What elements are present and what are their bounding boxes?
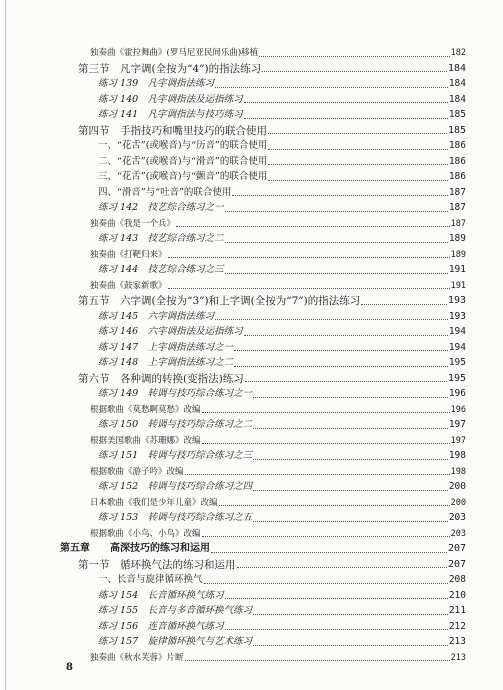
toc-entry-ex — [98, 418, 466, 432]
toc-entry-note — [90, 217, 466, 231]
toc-entry-title: 根据歌曲《游子吟》改编 — [90, 466, 184, 477]
toc-entry-title: 独奏曲《打靶归来》 — [90, 249, 167, 260]
dot-leader — [268, 180, 447, 181]
dot-leader — [244, 102, 448, 103]
dot-leader — [361, 304, 447, 305]
dot-leader — [215, 319, 448, 320]
dot-leader — [253, 490, 448, 491]
toc-entry-title: 练习 149 转调与技巧综合练习之一 — [98, 388, 253, 399]
toc-entry-title: 练习 157 旋律循环换气与艺术练习 — [98, 636, 253, 647]
toc-entry-title: 练习 144 技艺综合练习之三 — [98, 264, 224, 275]
toc-entry-page: 198 — [450, 466, 466, 477]
toc-entry-title: 练习 150 转调与技巧综合练习之二 — [98, 419, 253, 430]
page-number: 8 — [66, 662, 73, 673]
toc-entry-title: 练习 154 长音循环换气练习 — [98, 589, 224, 601]
toc-entry-title: 第四节 手指技巧和嘴里技巧的联合使用 — [78, 124, 267, 137]
dot-leader — [225, 598, 448, 599]
toc-entry-ex — [98, 387, 466, 401]
dot-leader — [232, 195, 447, 196]
toc-entry-page: 191 — [450, 280, 466, 291]
dot-leader — [268, 164, 447, 165]
toc-entry-ex — [98, 356, 466, 370]
toc-entry-ex — [98, 620, 466, 634]
toc-entry-title: 一、“花舌”(或喉音)与“历音”的联合使用 — [98, 140, 268, 151]
toc-entry-page: 203 — [448, 512, 466, 523]
toc-entry-sub — [98, 170, 466, 184]
toc-entry-page: 211 — [448, 605, 466, 616]
toc-entry-ex — [98, 108, 466, 122]
toc-entry-ex — [98, 341, 466, 355]
dot-leader — [225, 211, 448, 212]
dot-leader — [262, 71, 447, 72]
dot-leader — [253, 614, 448, 615]
dot-leader — [185, 474, 450, 475]
toc-entry-page: 197 — [450, 435, 466, 446]
toc-entry-title: 独奏曲《鼓家新歌》 — [90, 280, 167, 291]
toc-entry-page: 189 — [450, 249, 466, 260]
toc-entry-page: 207 — [447, 543, 466, 554]
toc-entry-page: 213 — [450, 652, 466, 663]
toc-entry-title: 练习 151 转调与技巧综合练习之三 — [98, 450, 253, 461]
dot-leader — [225, 242, 448, 243]
dot-leader — [168, 257, 450, 258]
toc-entry-page: 189 — [448, 233, 466, 244]
toc-entry-title: 练习 147 上字调指法练习之一 — [98, 341, 234, 353]
toc-entry-title: 练习 155 长音与多音循环换气练习 — [98, 605, 253, 616]
toc-entry-ex — [98, 511, 466, 525]
toc-entry-title: 练习 142 技艺综合练习之一 — [98, 202, 224, 213]
toc-entry-title: 练习 153 转调与技巧综合练习之五 — [98, 512, 253, 523]
toc-entry-page: 210 — [448, 589, 466, 601]
toc-entry-note — [90, 527, 466, 541]
toc-entry-ex — [98, 77, 466, 91]
toc-entry-sub — [98, 573, 466, 587]
toc-entry-page: 191 — [448, 264, 466, 275]
dot-leader — [219, 505, 450, 506]
dot-leader — [225, 629, 448, 630]
toc-entry-section — [78, 124, 466, 138]
toc-entry-ex — [98, 589, 466, 603]
toc-entry-title: 练习 141 凡字调指法与技巧练习 — [98, 109, 243, 120]
dot-leader — [202, 443, 450, 444]
dot-leader — [268, 133, 447, 134]
toc-entry-title: 练习 139 凡字调指法练习 — [98, 78, 215, 89]
toc-entry-title: 四、“滑音”与“吐音”的联合使用 — [98, 186, 232, 198]
toc-entry-title: 第一节 循环换气法的练习和运用 — [78, 558, 236, 571]
toc-entry-note — [90, 434, 466, 448]
toc-entry-page: 200 — [448, 481, 466, 492]
toc-entry-title: 独奏曲《秋水芙蓉》片断 — [90, 652, 184, 663]
toc-entry-page: 198 — [448, 450, 466, 461]
toc-entry-title: 独奏曲《霍拉舞曲》(罗马尼亚民间乐曲)移植 — [90, 48, 259, 58]
dot-leader — [244, 335, 448, 336]
toc-entry-title: 练习 156 连音循环换气练习 — [98, 620, 224, 632]
dot-leader — [202, 536, 450, 537]
toc-entry-ex — [98, 93, 466, 107]
toc-entry-ex — [98, 310, 466, 324]
toc-entry-title: 第五章 高深技巧的练习和运用 — [60, 543, 210, 554]
toc-entry-page: 193 — [447, 295, 466, 306]
toc-entry-page: 184 — [447, 62, 466, 74]
dot-leader — [244, 118, 448, 119]
toc-entry-page: 194 — [448, 326, 466, 337]
toc-entry-ex — [98, 232, 466, 246]
toc-entry-title: 日本歌曲《我们是少年儿童》改编 — [90, 497, 218, 508]
toc-entry-page: 200 — [450, 497, 466, 508]
toc-entry-note — [90, 651, 466, 665]
toc-entry-page: 212 — [448, 620, 466, 632]
toc-entry-page: 182 — [450, 48, 466, 58]
dot-leader — [237, 567, 447, 568]
toc-entry-page: 213 — [448, 636, 466, 647]
toc-entry-title: 独奏曲《我是一个兵》 — [90, 218, 176, 229]
toc-entry-note — [90, 403, 466, 417]
toc-entry-sub — [98, 139, 466, 153]
page-edge-line — [5, 0, 6, 690]
toc-entry-title: 一、长音与旋律循环换气 — [98, 574, 203, 585]
dot-leader — [215, 87, 448, 88]
toc-entry-section — [78, 558, 466, 572]
toc-entry-page: 195 — [448, 357, 466, 368]
toc-entry-page: 185 — [447, 124, 466, 136]
toc-entry-page: 187 — [448, 186, 466, 198]
toc-entry-page: 184 — [448, 78, 466, 89]
toc-entry-note — [90, 496, 466, 510]
toc-entry-title: 第六节 各种调的转换(变指法)练习 — [78, 372, 244, 385]
dot-leader — [253, 397, 448, 398]
toc-entry-note — [90, 279, 466, 293]
toc-entry-page: 196 — [448, 388, 466, 399]
toc-entry-ex — [98, 263, 466, 277]
dot-leader — [234, 366, 448, 367]
dot-leader — [259, 56, 450, 57]
toc-entry-title: 练习 143 技艺综合练习之二 — [98, 233, 224, 244]
toc-entry-ex — [98, 635, 466, 649]
toc-entry-page: 203 — [450, 528, 466, 539]
toc-entry-page: 187 — [450, 218, 466, 229]
toc-entry-title: 根据美国歌曲《苏珊娜》改编 — [90, 435, 201, 446]
toc-entry-page: 195 — [447, 372, 466, 384]
toc-entry-ex — [98, 325, 466, 339]
toc-entry-note — [90, 465, 466, 479]
toc-entry-title: 练习 146 六字调指法及运指练习 — [98, 326, 243, 337]
dot-leader — [245, 381, 447, 382]
dot-leader — [253, 521, 448, 522]
dot-leader — [253, 459, 448, 460]
toc-entry-title: 根据歌曲《小鸟、小鸟》改编 — [90, 528, 201, 539]
toc-entry-title: 二、“花舌”(或喉音)与“滑音”的联合使用 — [98, 155, 268, 167]
toc-entry-page: 187 — [448, 202, 466, 213]
toc-entry-ex — [98, 480, 466, 494]
toc-entry-page: 186 — [448, 140, 466, 151]
dot-leader — [168, 288, 450, 289]
dot-leader — [253, 428, 448, 429]
toc-entry-title: 练习 145 六字调指法练习 — [98, 310, 215, 322]
toc-entry-title: 三、“花舌”(或喉音)与“颤音”的联合使用 — [98, 171, 268, 182]
toc-entry-title: 练习 140 凡字调指法及运指练习 — [98, 93, 243, 105]
dot-leader — [268, 149, 447, 150]
toc-entry-ex — [98, 201, 466, 215]
toc-entry-sub — [98, 155, 466, 169]
toc-entry-title: 根据歌曲《莫愁啊莫愁》改编 — [90, 404, 201, 415]
toc-entry-note — [90, 248, 466, 262]
toc-entry-page: 208 — [448, 574, 466, 585]
toc-entry-page: 194 — [448, 341, 466, 353]
toc-entry-ex — [98, 604, 466, 618]
dot-leader — [185, 660, 450, 661]
toc-entry-title: 练习 152 转调与技巧综合练习之四 — [98, 481, 253, 492]
dot-leader — [204, 583, 448, 584]
toc-entry-sub — [98, 186, 466, 200]
toc-entry-title: 练习 148 上字调指法练习之二 — [98, 357, 234, 368]
toc-entry-page: 184 — [448, 93, 466, 105]
toc-entry-page: 193 — [448, 310, 466, 322]
toc-entry-title: 第三节 凡字调(全按为“4”)的指法练习 — [78, 62, 262, 75]
toc-entry-page: 197 — [448, 419, 466, 430]
toc-entry-page: 186 — [448, 155, 466, 167]
toc-entry-section — [78, 62, 466, 76]
toc-entry-chapter — [60, 542, 466, 556]
toc-entry-page: 185 — [448, 109, 466, 120]
dot-leader — [202, 412, 450, 413]
toc-entry-section — [78, 294, 466, 308]
toc-entry-page: 196 — [450, 404, 466, 415]
dot-leader — [211, 552, 447, 553]
toc-entry-note — [90, 46, 466, 60]
toc-entry-title: 第五节 六字调(全按为“3”)和上字调(全按为“7”)的指法练习 — [78, 295, 361, 307]
dot-leader — [234, 350, 448, 351]
toc-entry-page: 207 — [447, 558, 466, 570]
dot-leader — [225, 273, 448, 274]
toc-entry-section — [78, 372, 466, 386]
toc-entry-page: 186 — [448, 171, 466, 182]
toc-entry-ex — [98, 449, 466, 463]
dot-leader — [253, 645, 448, 646]
dot-leader — [176, 226, 450, 227]
